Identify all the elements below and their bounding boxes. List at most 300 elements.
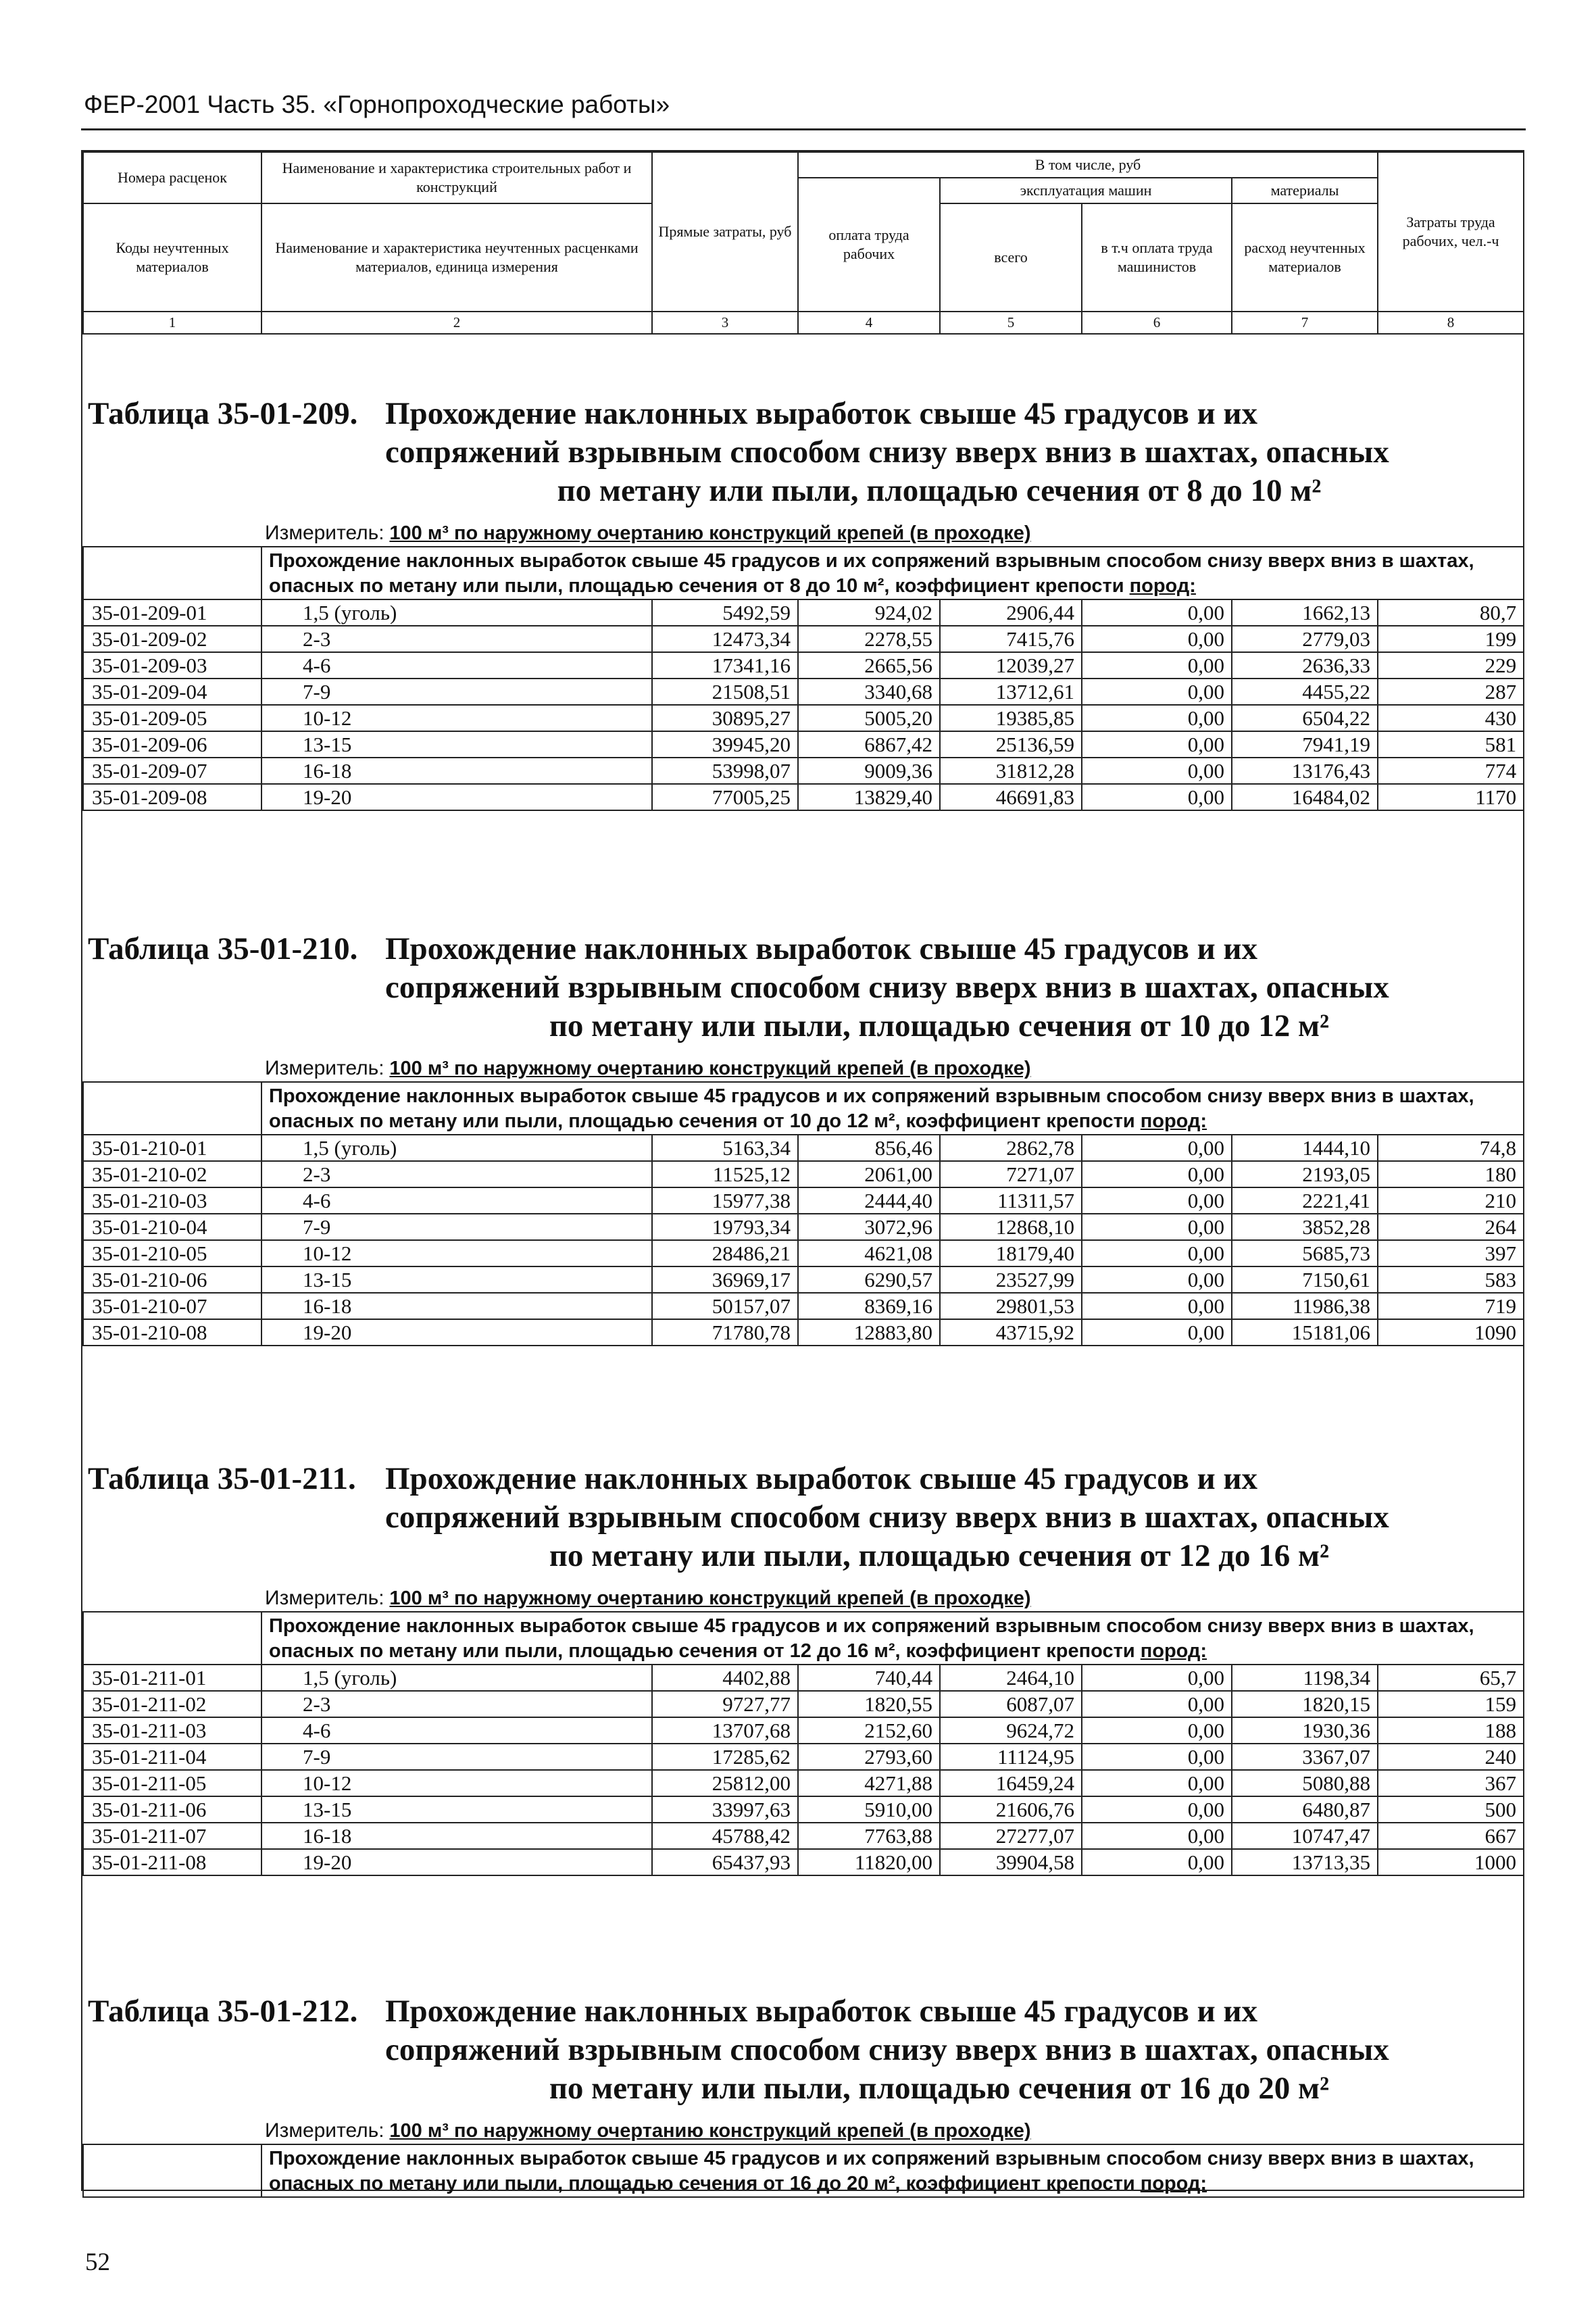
document-sheet: [81, 150, 1524, 2194]
machine-operator-cost: 0,00: [1082, 1796, 1232, 1823]
col-head-material-name: Наименование и характеристика неучтенных расценками материалов, единица измерения: [261, 203, 652, 312]
rate-code: 35-01-209-04: [83, 679, 261, 705]
material-cost: 4455,22: [1232, 679, 1378, 705]
labor-hours: 500: [1378, 1796, 1524, 1823]
machine-operator-cost: 0,00: [1082, 1770, 1232, 1796]
machine-operator-cost: 0,00: [1082, 1135, 1232, 1161]
material-cost: 1198,34: [1232, 1665, 1378, 1691]
col-head-hours: Затраты труда рабочих, чел.-ч: [1378, 152, 1524, 312]
table-title-line: Прохождение наклонных выработок свыше 45 градусов и их: [385, 1461, 1257, 1496]
machine-operator-cost: 0,00: [1082, 731, 1232, 758]
direct-cost: 5163,34: [652, 1135, 798, 1161]
table-title: [88, 1992, 1523, 2108]
labor-cost: 11820,00: [798, 1849, 940, 1875]
machine-cost-total: 39904,58: [940, 1849, 1082, 1875]
rock-hardness: 10-12: [261, 1240, 652, 1266]
rock-hardness: 10-12: [261, 1770, 652, 1796]
material-cost: 2636,33: [1232, 652, 1378, 679]
measure-value: 100 м³ по наружному очертанию конструкций крепей (в проходке): [389, 2120, 1031, 2142]
table-row: [83, 1214, 1524, 1240]
rate-code: 35-01-209-01: [83, 599, 261, 626]
col-head-direct: Прямые затраты, руб: [652, 152, 798, 312]
measure-unit: [265, 1585, 1523, 1611]
work-description: [261, 547, 1524, 599]
machine-cost-total: 7415,76: [940, 626, 1082, 652]
measure-label: Измеритель:: [265, 522, 384, 544]
labor-cost: 12883,80: [798, 1319, 940, 1346]
measure-unit: [265, 2117, 1523, 2144]
table-row: [83, 784, 1524, 810]
rate-code: 35-01-211-07: [83, 1823, 261, 1849]
labor-cost: 2444,40: [798, 1187, 940, 1214]
table-row: [83, 599, 1524, 626]
table-title: [88, 930, 1523, 1045]
rock-hardness: 13-15: [261, 1796, 652, 1823]
machine-cost-total: 23527,99: [940, 1266, 1082, 1293]
machine-operator-cost: 0,00: [1082, 758, 1232, 784]
work-description-text: Прохождение наклонных выработок свыше 45 градусов и их сопряжений взрывным способом снизу вверх вниз в шахтах, опасных по метану или пыли, площадью сечения от: [269, 1615, 1474, 1662]
machine-operator-cost: 0,00: [1082, 626, 1232, 652]
labor-hours: 583: [1378, 1266, 1524, 1293]
machine-cost-total: 12868,10: [940, 1214, 1082, 1240]
table-row: [83, 1770, 1524, 1796]
labor-hours: 210: [1378, 1187, 1524, 1214]
material-cost: 1820,15: [1232, 1691, 1378, 1717]
rate-code: 35-01-209-07: [83, 758, 261, 784]
labor-cost: 924,02: [798, 599, 940, 626]
material-cost: 7150,61: [1232, 1266, 1378, 1293]
rate-code: 35-01-210-07: [83, 1293, 261, 1319]
machine-cost-total: 12039,27: [940, 652, 1082, 679]
rock-hardness: 2-3: [261, 626, 652, 652]
rock-hardness: 1,5 (уголь): [261, 1665, 652, 1691]
labor-cost: 9009,36: [798, 758, 940, 784]
table-row: [83, 758, 1524, 784]
section-range: 12 до 16 м²: [789, 1640, 895, 1662]
table-row: [83, 1319, 1524, 1346]
section-range: 10 до 12 м²: [789, 1110, 895, 1132]
table-label: Таблица 35-01-211.: [88, 1461, 356, 1496]
col-head-mach-labor: в т.ч оплата труда машинистов: [1082, 203, 1232, 312]
rate-code: 35-01-211-05: [83, 1770, 261, 1796]
col-head-material-codes: Коды неучтенных материалов: [83, 203, 261, 312]
rock-hardness: 16-18: [261, 1823, 652, 1849]
rate-code: 35-01-210-08: [83, 1319, 261, 1346]
material-cost: 2779,03: [1232, 626, 1378, 652]
column-number: 8: [1378, 312, 1524, 334]
rate-code: 35-01-210-06: [83, 1266, 261, 1293]
labor-hours: 397: [1378, 1240, 1524, 1266]
rate-code: 35-01-211-04: [83, 1744, 261, 1770]
table-title-line: сопряжений взрывным способом снизу вверх вниз в шахтах, опасных: [385, 970, 1389, 1005]
table-row: [83, 652, 1524, 679]
material-cost: 3852,28: [1232, 1214, 1378, 1240]
rock-hardness: 2-3: [261, 1691, 652, 1717]
material-cost: 3367,07: [1232, 1744, 1378, 1770]
rock-hardness: 1,5 (уголь): [261, 599, 652, 626]
column-number: 3: [652, 312, 798, 334]
material-cost: 6504,22: [1232, 705, 1378, 731]
machine-cost-total: 6087,07: [940, 1691, 1082, 1717]
col-head-mach-total: всего: [940, 203, 1082, 312]
machine-operator-cost: 0,00: [1082, 1717, 1232, 1744]
table-row: [83, 1849, 1524, 1875]
table-title-line: сопряжений взрывным способом снизу вверх вниз в шахтах, опасных: [385, 1500, 1389, 1535]
labor-hours: 581: [1378, 731, 1524, 758]
work-description-text: Прохождение наклонных выработок свыше 45 градусов и их сопряжений взрывным способом снизу вверх вниз в шахтах, опасных по метану или пыли, площадью сечения от: [269, 550, 1474, 597]
material-cost: 5685,73: [1232, 1240, 1378, 1266]
rock-hardness: 7-9: [261, 1214, 652, 1240]
table-row: [83, 1293, 1524, 1319]
table-label: Таблица 35-01-210.: [88, 931, 358, 966]
rate-table-section: [82, 1992, 1523, 2198]
rock-hardness: 2-3: [261, 1161, 652, 1187]
material-cost: 11986,38: [1232, 1293, 1378, 1319]
labor-hours: 80,7: [1378, 599, 1524, 626]
work-description: [261, 1082, 1524, 1135]
table-title: [88, 1460, 1523, 1575]
machine-operator-cost: 0,00: [1082, 1161, 1232, 1187]
table-row: [83, 1823, 1524, 1849]
machine-operator-cost: 0,00: [1082, 1849, 1232, 1875]
direct-cost: 39945,20: [652, 731, 798, 758]
table-title-line: сопряжений взрывным способом снизу вверх вниз в шахтах, опасных: [385, 435, 1389, 470]
labor-cost: 2152,60: [798, 1717, 940, 1744]
machine-operator-cost: 0,00: [1082, 1691, 1232, 1717]
machine-operator-cost: 0,00: [1082, 1266, 1232, 1293]
machine-cost-total: 19385,85: [940, 705, 1082, 731]
measure-label: Измеритель:: [265, 1057, 384, 1079]
direct-cost: 30895,27: [652, 705, 798, 731]
col-head-codes: Номера расценок: [83, 152, 261, 203]
machine-operator-cost: 0,00: [1082, 1319, 1232, 1346]
labor-cost: 740,44: [798, 1665, 940, 1691]
measure-value: 100 м³ по наружному очертанию конструкций крепей (в проходке): [389, 1058, 1031, 1079]
machine-cost-total: 11124,95: [940, 1744, 1082, 1770]
table-label: Таблица 35-01-209.: [88, 396, 358, 431]
measure-value: 100 м³ по наружному очертанию конструкций крепей (в проходке): [389, 1587, 1031, 1609]
machine-operator-cost: 0,00: [1082, 1187, 1232, 1214]
rock-hardness: 13-15: [261, 1266, 652, 1293]
rate-code: 35-01-210-02: [83, 1161, 261, 1187]
labor-hours: 199: [1378, 626, 1524, 652]
labor-cost: 8369,16: [798, 1293, 940, 1319]
rock-hardness: 4-6: [261, 652, 652, 679]
machine-cost-total: 21606,76: [940, 1796, 1082, 1823]
direct-cost: 4402,88: [652, 1665, 798, 1691]
col-head-machines: эксплуатация машин: [940, 178, 1232, 203]
table-row: [83, 1187, 1524, 1214]
rate-code: 35-01-209-03: [83, 652, 261, 679]
labor-hours: 74,8: [1378, 1135, 1524, 1161]
work-description-tail: , коэффициент крепости: [895, 1110, 1135, 1132]
labor-hours: 367: [1378, 1770, 1524, 1796]
table-title-line: сопряжений взрывным способом снизу вверх вниз в шахтах, опасных: [385, 2032, 1389, 2067]
work-description-end: пород:: [1140, 2173, 1207, 2194]
labor-hours: 264: [1378, 1214, 1524, 1240]
work-description-end: пород:: [1140, 1110, 1207, 1132]
material-cost: 16484,02: [1232, 784, 1378, 810]
table-row: [83, 1796, 1524, 1823]
table-row: [83, 679, 1524, 705]
section-range: 8 до 10 м²: [789, 575, 884, 597]
machine-cost-total: 7271,07: [940, 1161, 1082, 1187]
table-title-line: Прохождение наклонных выработок свыше 45 градусов и их: [385, 396, 1257, 431]
labor-cost: 2278,55: [798, 626, 940, 652]
work-description-text: Прохождение наклонных выработок свыше 45 градусов и их сопряжений взрывным способом снизу вверх вниз в шахтах, опасных по метану или пыли, площадью сечения от: [269, 2148, 1474, 2194]
labor-cost: 7763,88: [798, 1823, 940, 1849]
machine-cost-total: 29801,53: [940, 1293, 1082, 1319]
rock-hardness: 16-18: [261, 758, 652, 784]
rock-hardness: 7-9: [261, 1744, 652, 1770]
work-description: [261, 2144, 1524, 2197]
machine-operator-cost: 0,00: [1082, 679, 1232, 705]
rate-code: 35-01-210-01: [83, 1135, 261, 1161]
direct-cost: 12473,34: [652, 626, 798, 652]
table-row: [83, 1240, 1524, 1266]
labor-hours: 1000: [1378, 1849, 1524, 1875]
rock-hardness: 13-15: [261, 731, 652, 758]
direct-cost: 19793,34: [652, 1214, 798, 1240]
table-title-line: по метану или пыли, площадью сечения от 16 до 20 м²: [549, 2071, 1330, 2106]
rate-code: 35-01-211-02: [83, 1691, 261, 1717]
rate-code: 35-01-210-03: [83, 1187, 261, 1214]
rate-table: [82, 1081, 1524, 1346]
column-number: 5: [940, 312, 1082, 334]
table-title-line: Прохождение наклонных выработок свыше 45 градусов и их: [385, 1994, 1257, 2029]
rate-code: 35-01-210-05: [83, 1240, 261, 1266]
labor-cost: 3340,68: [798, 679, 940, 705]
material-cost: 1662,13: [1232, 599, 1378, 626]
header-rule: [81, 128, 1526, 130]
material-cost: 2221,41: [1232, 1187, 1378, 1214]
labor-hours: 229: [1378, 652, 1524, 679]
labor-hours: 65,7: [1378, 1665, 1524, 1691]
labor-hours: 667: [1378, 1823, 1524, 1849]
material-cost: 1930,36: [1232, 1717, 1378, 1744]
rock-hardness: 4-6: [261, 1187, 652, 1214]
labor-hours: 240: [1378, 1744, 1524, 1770]
direct-cost: 33997,63: [652, 1796, 798, 1823]
column-number: 6: [1082, 312, 1232, 334]
rate-table-section: [82, 1460, 1523, 1876]
direct-cost: 11525,12: [652, 1161, 798, 1187]
table-title-line: по метану или пыли, площадью сечения от 8 до 10 м²: [557, 473, 1322, 508]
labor-cost: 2793,60: [798, 1744, 940, 1770]
machine-operator-cost: 0,00: [1082, 1665, 1232, 1691]
labor-cost: 3072,96: [798, 1214, 940, 1240]
labor-cost: 2061,00: [798, 1161, 940, 1187]
direct-cost: 17285,62: [652, 1744, 798, 1770]
direct-cost: 28486,21: [652, 1240, 798, 1266]
direct-cost: 21508,51: [652, 679, 798, 705]
material-cost: 7941,19: [1232, 731, 1378, 758]
rock-hardness: 4-6: [261, 1717, 652, 1744]
labor-cost: 4621,08: [798, 1240, 940, 1266]
direct-cost: 25812,00: [652, 1770, 798, 1796]
rock-hardness: 10-12: [261, 705, 652, 731]
machine-operator-cost: 0,00: [1082, 705, 1232, 731]
direct-cost: 71780,78: [652, 1319, 798, 1346]
rate-code: 35-01-210-04: [83, 1214, 261, 1240]
rate-code: 35-01-211-03: [83, 1717, 261, 1744]
direct-cost: 65437,93: [652, 1849, 798, 1875]
machine-cost-total: 13712,61: [940, 679, 1082, 705]
rate-code: 35-01-209-02: [83, 626, 261, 652]
rock-hardness: 1,5 (уголь): [261, 1135, 652, 1161]
material-cost: 2193,05: [1232, 1161, 1378, 1187]
machine-operator-cost: 0,00: [1082, 1214, 1232, 1240]
column-number: 1: [83, 312, 261, 334]
rate-code: 35-01-211-08: [83, 1849, 261, 1875]
material-cost: 1444,10: [1232, 1135, 1378, 1161]
labor-cost: 5910,00: [798, 1796, 940, 1823]
material-cost: 5080,88: [1232, 1770, 1378, 1796]
labor-cost: 1820,55: [798, 1691, 940, 1717]
table-title-line: Прохождение наклонных выработок свыше 45 градусов и их: [385, 931, 1257, 966]
col-head-material-use: расход неучтенных материалов: [1232, 203, 1378, 312]
rate-table: [82, 546, 1524, 811]
rate-code: 35-01-209-08: [83, 784, 261, 810]
material-cost: 13713,35: [1232, 1849, 1378, 1875]
material-cost: 6480,87: [1232, 1796, 1378, 1823]
rate-table: [82, 1611, 1524, 1876]
page-header: ФЕР-2001 Часть 35. «Горнопроходческие работы»: [84, 91, 670, 118]
table-row: [83, 1744, 1524, 1770]
table-row: [83, 1161, 1524, 1187]
rock-hardness: 16-18: [261, 1293, 652, 1319]
table-title: [88, 395, 1523, 510]
material-cost: 13176,43: [1232, 758, 1378, 784]
rate-table: [82, 2144, 1524, 2198]
machine-operator-cost: 0,00: [1082, 1293, 1232, 1319]
machine-cost-total: 43715,92: [940, 1319, 1082, 1346]
table-row: [83, 1266, 1524, 1293]
work-description-end: пород:: [1140, 1640, 1207, 1662]
labor-cost: 4271,88: [798, 1770, 940, 1796]
labor-hours: 430: [1378, 705, 1524, 731]
direct-cost: 36969,17: [652, 1266, 798, 1293]
section-range: 16 до 20 м²: [789, 2173, 895, 2194]
labor-hours: 1170: [1378, 784, 1524, 810]
machine-operator-cost: 0,00: [1082, 652, 1232, 679]
machine-cost-total: 9624,72: [940, 1717, 1082, 1744]
machine-cost-total: 18179,40: [940, 1240, 1082, 1266]
table-row: [83, 1135, 1524, 1161]
labor-hours: 1090: [1378, 1319, 1524, 1346]
rate-code: 35-01-211-06: [83, 1796, 261, 1823]
measure-label: Измеритель:: [265, 1587, 384, 1609]
work-description: [261, 1612, 1524, 1665]
machine-cost-total: 2464,10: [940, 1665, 1082, 1691]
machine-cost-total: 2862,78: [940, 1135, 1082, 1161]
measure-unit: [265, 520, 1523, 546]
col-head-name: Наименование и характеристика строительных работ и конструкций: [261, 152, 652, 203]
rock-hardness: 19-20: [261, 784, 652, 810]
direct-cost: 77005,25: [652, 784, 798, 810]
column-number: 7: [1232, 312, 1378, 334]
measure-label: Измеритель:: [265, 2119, 384, 2142]
labor-hours: 159: [1378, 1691, 1524, 1717]
machine-cost-total: 2906,44: [940, 599, 1082, 626]
rate-code: 35-01-209-06: [83, 731, 261, 758]
machine-operator-cost: 0,00: [1082, 1240, 1232, 1266]
labor-hours: 719: [1378, 1293, 1524, 1319]
column-number: 4: [798, 312, 940, 334]
column-header-table: [82, 151, 1524, 335]
table-title-line: по метану или пыли, площадью сечения от 12 до 16 м²: [549, 1538, 1330, 1573]
labor-cost: 13829,40: [798, 784, 940, 810]
direct-cost: 15977,38: [652, 1187, 798, 1214]
rate-code: 35-01-211-01: [83, 1665, 261, 1691]
direct-cost: 45788,42: [652, 1823, 798, 1849]
machine-cost-total: 25136,59: [940, 731, 1082, 758]
work-description-end: пород:: [1129, 575, 1196, 597]
machine-operator-cost: 0,00: [1082, 784, 1232, 810]
direct-cost: 9727,77: [652, 1691, 798, 1717]
material-cost: 10747,47: [1232, 1823, 1378, 1849]
machine-cost-total: 27277,07: [940, 1823, 1082, 1849]
col-head-including: В том числе, руб: [798, 152, 1378, 178]
measure-value: 100 м³ по наружному очертанию конструкций крепей (в проходке): [389, 522, 1031, 544]
labor-cost: 2665,56: [798, 652, 940, 679]
labor-cost: 6290,57: [798, 1266, 940, 1293]
table-row: [83, 1691, 1524, 1717]
direct-cost: 17341,16: [652, 652, 798, 679]
table-row: [83, 626, 1524, 652]
col-head-materials: материалы: [1232, 178, 1378, 203]
measure-unit: [265, 1055, 1523, 1081]
work-description-tail: , коэффициент крепости: [884, 575, 1124, 597]
labor-hours: 287: [1378, 679, 1524, 705]
labor-cost: 856,46: [798, 1135, 940, 1161]
material-cost: 15181,06: [1232, 1319, 1378, 1346]
rock-hardness: 19-20: [261, 1319, 652, 1346]
column-number: 2: [261, 312, 652, 334]
labor-hours: 188: [1378, 1717, 1524, 1744]
table-label: Таблица 35-01-212.: [88, 1994, 358, 2029]
work-description-tail: , коэффициент крепости: [895, 1640, 1135, 1662]
machine-cost-total: 16459,24: [940, 1770, 1082, 1796]
labor-cost: 6867,42: [798, 731, 940, 758]
page-number: 52: [85, 2248, 110, 2276]
labor-cost: 5005,20: [798, 705, 940, 731]
direct-cost: 5492,59: [652, 599, 798, 626]
rate-table-section: [82, 930, 1523, 1346]
machine-cost-total: 46691,83: [940, 784, 1082, 810]
machine-cost-total: 11311,57: [940, 1187, 1082, 1214]
machine-operator-cost: 0,00: [1082, 1744, 1232, 1770]
table-row: [83, 731, 1524, 758]
table-row: [83, 705, 1524, 731]
labor-hours: 774: [1378, 758, 1524, 784]
machine-cost-total: 31812,28: [940, 758, 1082, 784]
machine-operator-cost: 0,00: [1082, 1823, 1232, 1849]
rock-hardness: 19-20: [261, 1849, 652, 1875]
rate-table-section: [82, 395, 1523, 811]
table-title-line: по метану или пыли, площадью сечения от 10 до 12 м²: [549, 1008, 1330, 1043]
col-head-labor: оплата труда рабочих: [798, 178, 940, 312]
machine-operator-cost: 0,00: [1082, 599, 1232, 626]
table-row: [83, 1717, 1524, 1744]
rate-code: 35-01-209-05: [83, 705, 261, 731]
table-row: [83, 1665, 1524, 1691]
labor-hours: 180: [1378, 1161, 1524, 1187]
work-description-text: Прохождение наклонных выработок свыше 45 градусов и их сопряжений взрывным способом снизу вверх вниз в шахтах, опасных по метану или пыли, площадью сечения от: [269, 1085, 1474, 1132]
work-description-tail: , коэффициент крепости: [895, 2173, 1135, 2194]
direct-cost: 53998,07: [652, 758, 798, 784]
direct-cost: 50157,07: [652, 1293, 798, 1319]
